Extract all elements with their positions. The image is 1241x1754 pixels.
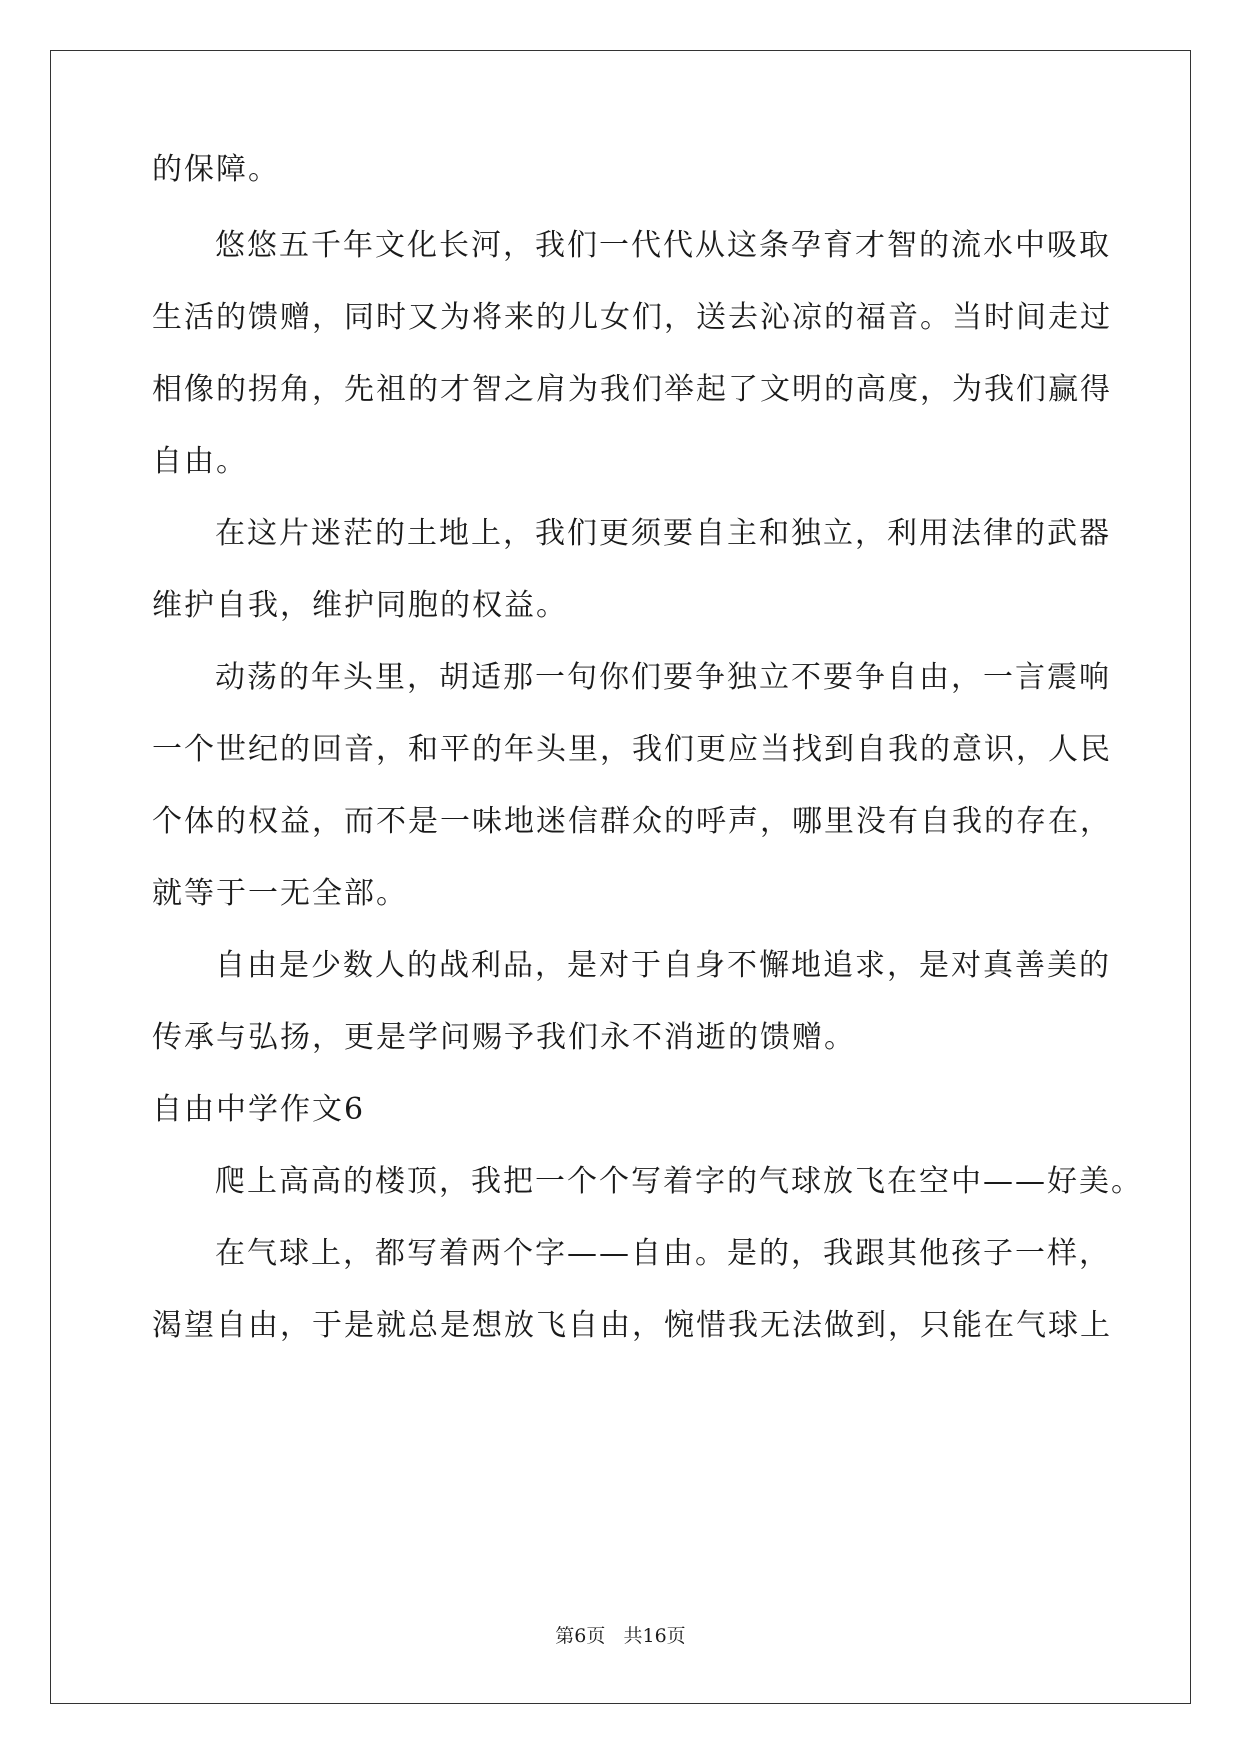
paragraph-line: 爬上高高的楼顶，我把一个个写着字的气球放飞在空中——好美。 <box>215 1164 1143 1199</box>
paragraph-line: 动荡的年头里，胡适那一句你们要争独立不要争自由，一言震响 <box>215 660 1111 695</box>
paragraph-line: 渴望自由，于是就总是想放飞自由，惋惜我无法做到，只能在气球上 <box>152 1308 1112 1343</box>
paragraph-line: 传承与弘扬，更是学问赐予我们永不消逝的馈赠。 <box>152 1020 856 1055</box>
paragraph-line: 生活的馈赠，同时又为将来的儿女们，送去沁凉的福音。当时间走过 <box>152 300 1112 335</box>
paragraph-line: 就等于一无全部。 <box>152 876 408 911</box>
section-heading: 自由中学作文6 <box>152 1092 366 1127</box>
paragraph-line: 在气球上，都写着两个字——自由。是的，我跟其他孩子一样， <box>215 1236 1111 1271</box>
paragraph-line: 悠悠五千年文化长河，我们一代代从这条孕育才智的流水中吸取 <box>215 228 1111 263</box>
paragraph-line: 相像的拐角，先祖的才智之肩为我们举起了文明的高度，为我们赢得 <box>152 372 1112 407</box>
paragraph-line: 一个世纪的回音，和平的年头里，我们更应当找到自我的意识，人民 <box>152 732 1112 767</box>
paragraph-line: 自由是少数人的战利品，是对于自身不懈地追求，是对真善美的 <box>215 948 1111 983</box>
paragraph-line: 个体的权益，而不是一味地迷信群众的呼声，哪里没有自我的存在， <box>152 804 1112 839</box>
paragraph-line: 的保障。 <box>152 152 280 187</box>
paragraph-line: 维护自我，维护同胞的权益。 <box>152 588 568 623</box>
page-footer: 第6页 共16页 <box>555 1625 686 1647</box>
paragraph-line: 在这片迷茫的土地上，我们更须要自主和独立，利用法律的武器 <box>215 516 1111 551</box>
paragraph-line: 自由。 <box>152 444 248 479</box>
